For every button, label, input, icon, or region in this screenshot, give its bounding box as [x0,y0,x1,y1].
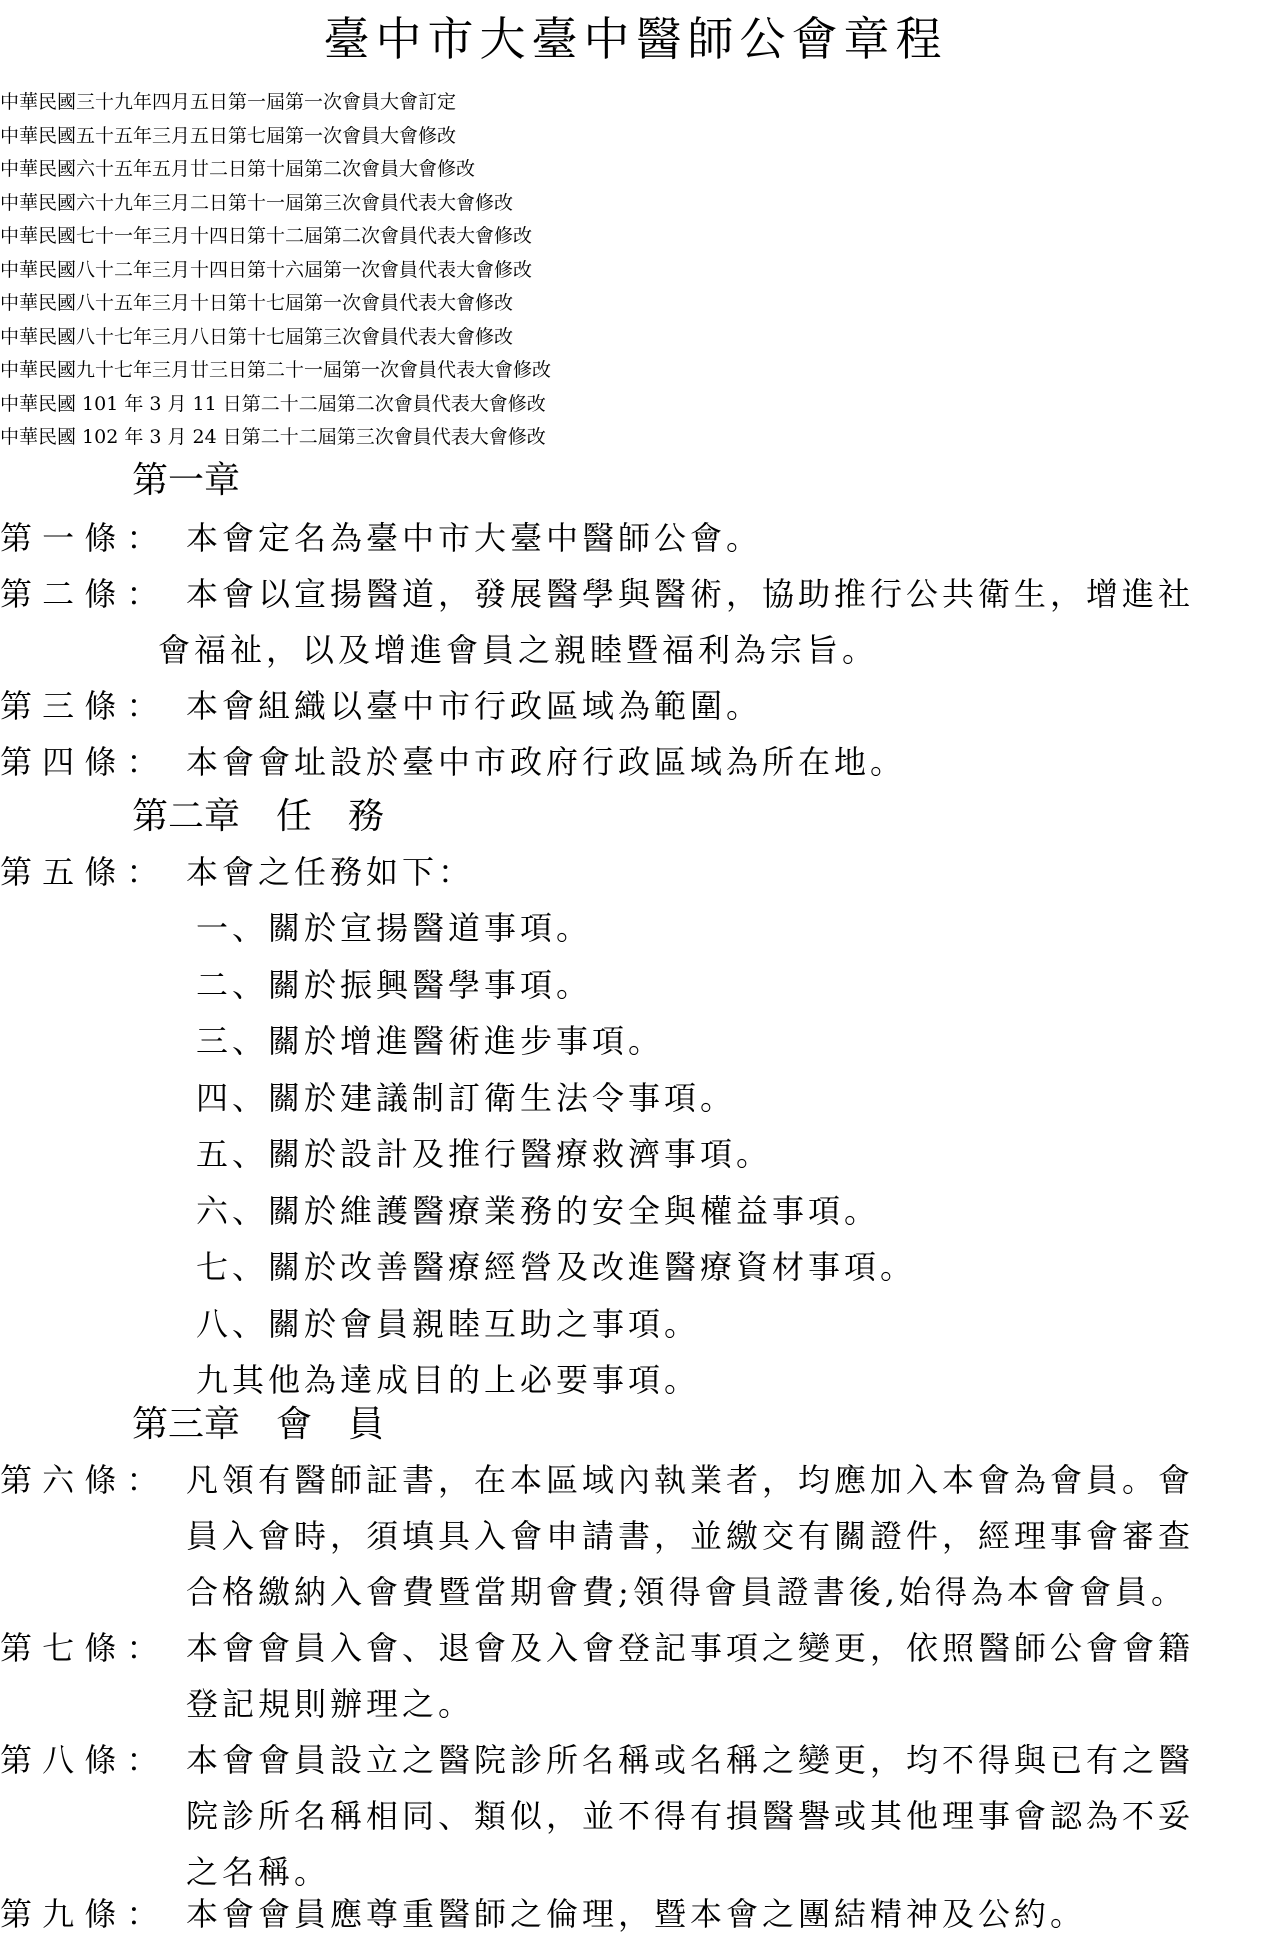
history-line: 中華民國 101 年 3 月 11 日第二十二屆第二次會員代表大會修改 [0,392,546,415]
history-line: 中華民國八十二年三月十四日第十六屆第一次會員代表大會修改 [0,258,533,281]
article-text: 會福祉，以及增進會員之親睦暨福利為宗旨。 [158,631,879,669]
article-text: 本會以宣揚醫道，發展醫學與醫術，協助推行公共衛生，增進社 [186,575,1195,613]
article-text: 之名稱。 [186,1853,331,1891]
article-label: 第 四 條 ： [0,743,159,781]
amendment-history [0,86,551,455]
article-text: 院診所名稱相同、類似，並不得有損醫譽或其他理事會認為不妥 [186,1797,1195,1835]
history-line: 中華民國五十五年三月五日第七屆第一次會員大會修改 [0,124,457,147]
history-line: 中華民國九十七年三月廿三日第二十一屆第一次會員代表大會修改 [0,359,552,381]
task-item: 八、關於會員親睦互助之事項。 [196,1304,701,1343]
history-line: 中華民國六十五年五月廿二日第十屆第二次會員大會修改 [0,158,476,180]
task-item: 二、關於振興醫學事項。 [196,965,593,1004]
article-text: 員入會時，須填具入會申請書，並繳交有關證件，經理事會審查 [186,1517,1195,1555]
article-label: 第 三 條 ： [0,687,159,725]
history-line: 中華民國八十七年三月八日第十七屆第三次會員代表大會修改 [0,325,514,348]
article-label: 第 九 條 ： [0,1895,159,1933]
article-label: 第 一 條 ： [0,519,159,557]
chapter-3-heading: 第三章 會 員 [132,1404,385,1445]
history-line: 中華民國七十一年三月十四日第十二屆第二次會員代表大會修改 [0,225,533,247]
article-label: 第 七 條 ： [0,1629,159,1667]
task-item: 五、關於設計及推行醫療救濟事項。 [196,1135,773,1173]
task-item: 六、關於維護醫療業務的安全與權益事項。 [196,1191,881,1230]
article-text: 本會會址設於臺中市政府行政區域為所在地。 [186,743,907,781]
history-line: 中華民國八十五年三月十日第十七屆第一次會員代表大會修改 [0,292,514,314]
article-text: 本會組織以臺中市行政區域為範圍。 [186,687,763,725]
article-text: 本會會員入會、退會及入會登記事項之變更，依照醫師公會會籍 [186,1629,1195,1667]
article-label: 第 六 條 ： [0,1461,159,1499]
history-line: 中華民國三十九年四月五日第一屆第一次會員大會訂定 [0,91,457,113]
task-list [196,900,916,1409]
task-item: 九其他為達成目的上必要事項。 [196,1361,701,1399]
article-text: 本會會員設立之醫院診所名稱或名稱之變更，均不得與已有之醫 [186,1741,1195,1779]
history-line: 中華民國 102 年 3 月 24 日第二十二屆第三次會員代表大會修改 [0,426,546,448]
chapter-2-heading: 第二章 任 務 [132,796,385,837]
task-item: 七、關於改善醫療經營及改進醫療資材事項。 [196,1248,917,1286]
history-line: 中華民國六十九年三月二日第十一屆第三次會員代表大會修改 [0,191,514,214]
document-title: 臺中市大臺中醫師公會章程 [323,12,948,66]
article-label: 第 五 條 ： [0,853,159,891]
article-text: 合格繳納入會費暨當期會費;領得會員證書後,始得為本會會員。 [186,1573,1187,1611]
article-text: 凡領有醫師証書，在本區域內執業者，均應加入本會為會員。會 [186,1461,1195,1499]
article-text: 登記規則辦理之。 [186,1685,475,1723]
task-item: 四、關於建議制訂衛生法令事項。 [196,1078,737,1117]
task-item: 三、關於增進醫術進步事項。 [196,1022,665,1060]
article-label: 第 二 條 ： [0,575,159,613]
article-label: 第 八 條 ： [0,1741,159,1779]
chapter-1-heading: 第一章 [132,460,241,501]
article-text: 本會之任務如下： [186,853,475,891]
task-item: 一、關於宣揚醫道事項。 [196,909,593,947]
article-text: 本會定名為臺中市大臺中醫師公會。 [186,519,763,557]
article-text: 本會會員應尊重醫師之倫理，暨本會之團結精神及公約。 [186,1895,1087,1933]
